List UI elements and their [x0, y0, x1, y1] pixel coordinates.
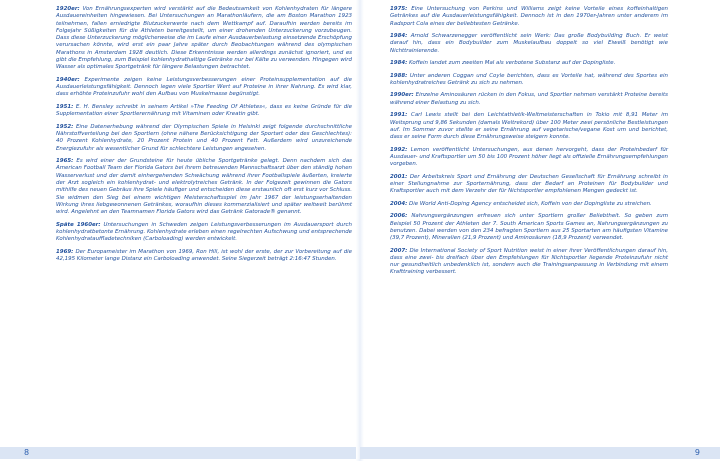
- entry-year: Späte 1960er:: [56, 221, 101, 228]
- entry-text: Eine Datenerhebung während der Olympischen Spiele in Helsinki zeigt folgende durchschnittliche Nährstoffverteilung bei den Sportlern (ohne nähere Berücksichtigung der Sportart oder des Geschlechtes): 40 Prozent Kohlenhydrate, 20 Prozent Protein und 40 Prozent Fett. Außerdem wird unzureichende Energiezufuhr als wesentlicher Grund für schlechtere Leistungen angesehen.: [56, 123, 352, 152]
- entry-year: 1920er:: [56, 6, 80, 12]
- entry-text: Carl Lewis stellt bei den Leichtathletik-Weltmeisterschaften in Tokio mit 8,91 Meter im Weitsprung und 9,86 Sekunden (damals Weltrekord) über 100 Meter zwei persönliche Bestleistungen auf. Im Sommer zuvor stellte er seine Ernährung auf vegetarische/vegane Kost um und berichtet, dass er seine Form durch diese Ernährungsweise steigern konnte.: [390, 112, 669, 141]
- timeline-entry: [390, 73, 668, 88]
- entry-text: Eine Untersuchung von Perkins und Williams zeigt keine Vorteile eines koffeinhaltigen Getränkes auf die Ausdauerleistungsfähigkeit. Dennoch ist in den 1970er-Jahren unter anderem im Radsport Cola eines der beliebtesten Getränke.: [390, 6, 668, 27]
- entry-year: 1951:: [56, 103, 74, 110]
- left-timeline: [56, 6, 352, 263]
- entry-year: 2001:: [390, 173, 408, 180]
- entry-year: 2007:: [390, 247, 408, 254]
- footer-bar: [0, 447, 360, 459]
- timeline-entry: [56, 124, 352, 153]
- entry-year: 1975:: [390, 6, 408, 12]
- timeline-entry: [390, 213, 668, 242]
- entry-year: 1940er:: [56, 76, 80, 83]
- entry-text: Nahrungsergänzungen erfreuen sich unter Sportlern großer Beliebtheit. So geben zum Beispiel 50 Prozent der Athleten der 7. South American Sports Games an, Nahrungsergänzungen zu benutzen. Dabei werden von den 234 befragten Sportlern aus 25 Sportarten am häufigsten Vitamine (39,7 Prozent), Mineralien (21,9 Prozent) und Aminosäuren (18,9 Prozent) verwendet.: [390, 213, 669, 242]
- timeline-entry: [390, 201, 668, 208]
- timeline-entry: [56, 249, 352, 264]
- entry-text: Der Europameister im Marathon von 1969, Ron Hill, ist wohl der erste, der zur Vorbereitung auf die 42,195 Kilometer lange Distanz ein Carboloading anwendet. Seine Siegerzeit beträgt 2:16:47 Stunden.: [56, 248, 352, 263]
- entry-year: 1988:: [390, 72, 408, 79]
- right-page: [360, 0, 720, 461]
- timeline-entry: [56, 6, 352, 72]
- page-number: 8: [24, 448, 30, 457]
- entry-year: 1990er:: [390, 92, 414, 99]
- timeline-entry: [390, 33, 668, 55]
- entry-text: Koffein landet zum zweiten Mal als verbotene Substanz auf der Dopingliste.: [409, 60, 616, 67]
- entry-year: 1952:: [56, 123, 74, 130]
- entry-text: Lemon veröffentlicht Untersuchungen, aus denen hervorgeht, dass der Proteinbedarf für Ausdauer- und Kraftsportler um 50 bis 100 Prozent höher liegt als offizielle Ernährungsempfehlungen vorgeben.: [390, 146, 668, 168]
- timeline-entry: [390, 248, 668, 277]
- entry-year: 1991:: [390, 112, 408, 119]
- footer-bar: [360, 447, 720, 459]
- timeline-entry: [56, 158, 352, 216]
- entry-year: 1992:: [390, 146, 408, 153]
- timeline-entry: [390, 6, 668, 28]
- timeline-entry: [390, 147, 668, 169]
- entry-text: Es wird einer der Grundsteine für heute übliche Sportgetränke gelegt. Denn nachdem sich das American Football Team der Florida Gators bei ihrem betreuenden Mannschaftsarzt über den ständig hohen Wasserverlust und der damit einhergehenden Schwächung während ihrer Footballspiele äußerten, kreierte der Arzt sogleich ein kohlenhydrat- und elektrolytreiches Getränk. In der Folgezeit gewinnen die Gators mithilfe des neuen Gebräus ihre Spiele häufiger und entscheiden diese erstaunlich oft erst kurz vor Schluss. Sie widmen den Sieg bei einem wichtigen Meisterschaftsspiel im Jahr 1967 der leistungserhaltenden Wirkung ihres liebgewonnenen Getränkes, woraufhin dieses kommerzialisiert und später weltweit berühmt wird. Angelehnt an den Teamnamen Florida Gators wird das Getränk Gatorade® genannt.: [56, 158, 352, 216]
- timeline-entry: [390, 112, 668, 141]
- timeline-entry: [390, 92, 668, 107]
- entry-text: Unter anderen Coggan und Coyle berichten, dass es Vorteile hat, während des Sportes ein kohlenhydratreiches Getränk zu sich zu nehmen.: [390, 72, 668, 86]
- entry-text: Der Arbeitskreis Sport und Ernährung der Deutschen Gesellschaft für Ernährung schreibt in einer Stellungnahme zur Sporternährung, dass der Bedarf an Proteinen für Bodybuilder und Kraftsportler auch mit dem Verzehr der für Nichtsportler empfohlenen Mengen gedeckt ist.: [390, 173, 668, 195]
- entry-year: 2004:: [390, 200, 408, 207]
- timeline-entry: [390, 60, 668, 67]
- entry-year: 1969:: [56, 248, 74, 255]
- entry-text: Untersuchungen in Schweden zeigen Leistungsverbesserungen im Ausdauersport durch kohlenhydratbetonte Ernährung. Kohlenhydrate erleben einen regelrechten Aufschwung und entsprechende Kohlenhydratauffladetechniken (Carboloading) werden entwickelt.: [56, 221, 352, 243]
- entry-text: Die International Society of Sport Nutrition weist in einer ihrer Veröffentlichungen darauf hin, dass eine zwei- bis dreifach über den Empfehlungen für Nichtsportler liegende Proteinzufuhr nicht nur gesundheitlich unbedenklich ist, sondern auch die Trainingsanpassung in Verbindung mit einem Krafttraining verbessert.: [390, 247, 668, 276]
- entry-text: Arnold Schwarzenegger veröffentlicht sein Werk: Das große Bodybuilding Buch. Er weist darauf hin, dass ein Bodybuilder zum Muskelaufbau doppelt so viel Eiweiß benötigt wie Nichttrainierende.: [390, 33, 668, 54]
- entry-year: 1984:: [390, 60, 408, 67]
- right-timeline: [390, 6, 668, 277]
- entry-text: Experimente zeigen keine Leistungsverbesserungen einer Proteinsupplementation auf die Ausdauerleistungsfähigkeit. Dennoch legen viele Sportler Wert auf Proteine in ihrer Nahrung. Es wird klar, dass erhöhte Proteinzufuhr wohl den Aufbau von Muskelmasse begünstigt.: [56, 76, 352, 98]
- entry-year: 2006:: [390, 213, 408, 220]
- timeline-entry: [56, 104, 352, 119]
- timeline-entry: [390, 174, 668, 196]
- entry-text: E. H. Bensley schreibt in seinem Artikel »The Feeding Of Athletes«, dass es keine Gründe für die Supplementation einer Sportlerernährung mit Vitaminen oder Kreatin gibt.: [56, 103, 353, 118]
- entry-text: Einzelne Aminosäuren rücken in den Fokus, und Sportler nehmen verstärkt Proteine bereits während einer Belastung zu sich.: [390, 92, 668, 106]
- timeline-entry: [56, 77, 352, 99]
- entry-text: Von Ernährungsexperten wird verstärkt auf die Bedeutsamkeit von Kohlenhydraten für längere Ausdauereinheiten hingewiesen. Bei Untersuchungen an Marathonläufern, die am Boston Marathon 1923 teilnehmen, fallen erniedrigte Blutzuckerwerte nach dem Wettkampf auf. Daraufhin werden bereits im Folgejahr Süßigkeiten für die Athleten bereitgestellt, um einer drohenden Unterzuckerung vorzubeugen. Dass diese Unterzuckerung möglicherweise die im Laufe einer Ausdauerbelastung einsetzende Erschöpfung verursachen könnte, wird erst ein paar Jahre später durch Beobachtungen während des olympischen Marathons in Amsterdam 1928 deutlich. Diese Erkenntnisse werden allerdings zunächst ignoriert, und es gibt die Empfehlung, zum Beispiel kohlenhydrathaltige Getränke nur bei Kälte zu verwenden. Hingegen wird Wasser als optimales Sportgetränk für längere Belastungen betrachtet.: [56, 6, 352, 71]
- page-number: 9: [694, 448, 700, 457]
- entry-year: 1965:: [56, 158, 74, 165]
- entry-year: 1984:: [390, 33, 408, 40]
- timeline-entry: [56, 222, 352, 244]
- entry-text: Die World Anti-Doping Agency entscheidet sich, Koffein von der Dopingliste zu streichen.: [409, 200, 652, 207]
